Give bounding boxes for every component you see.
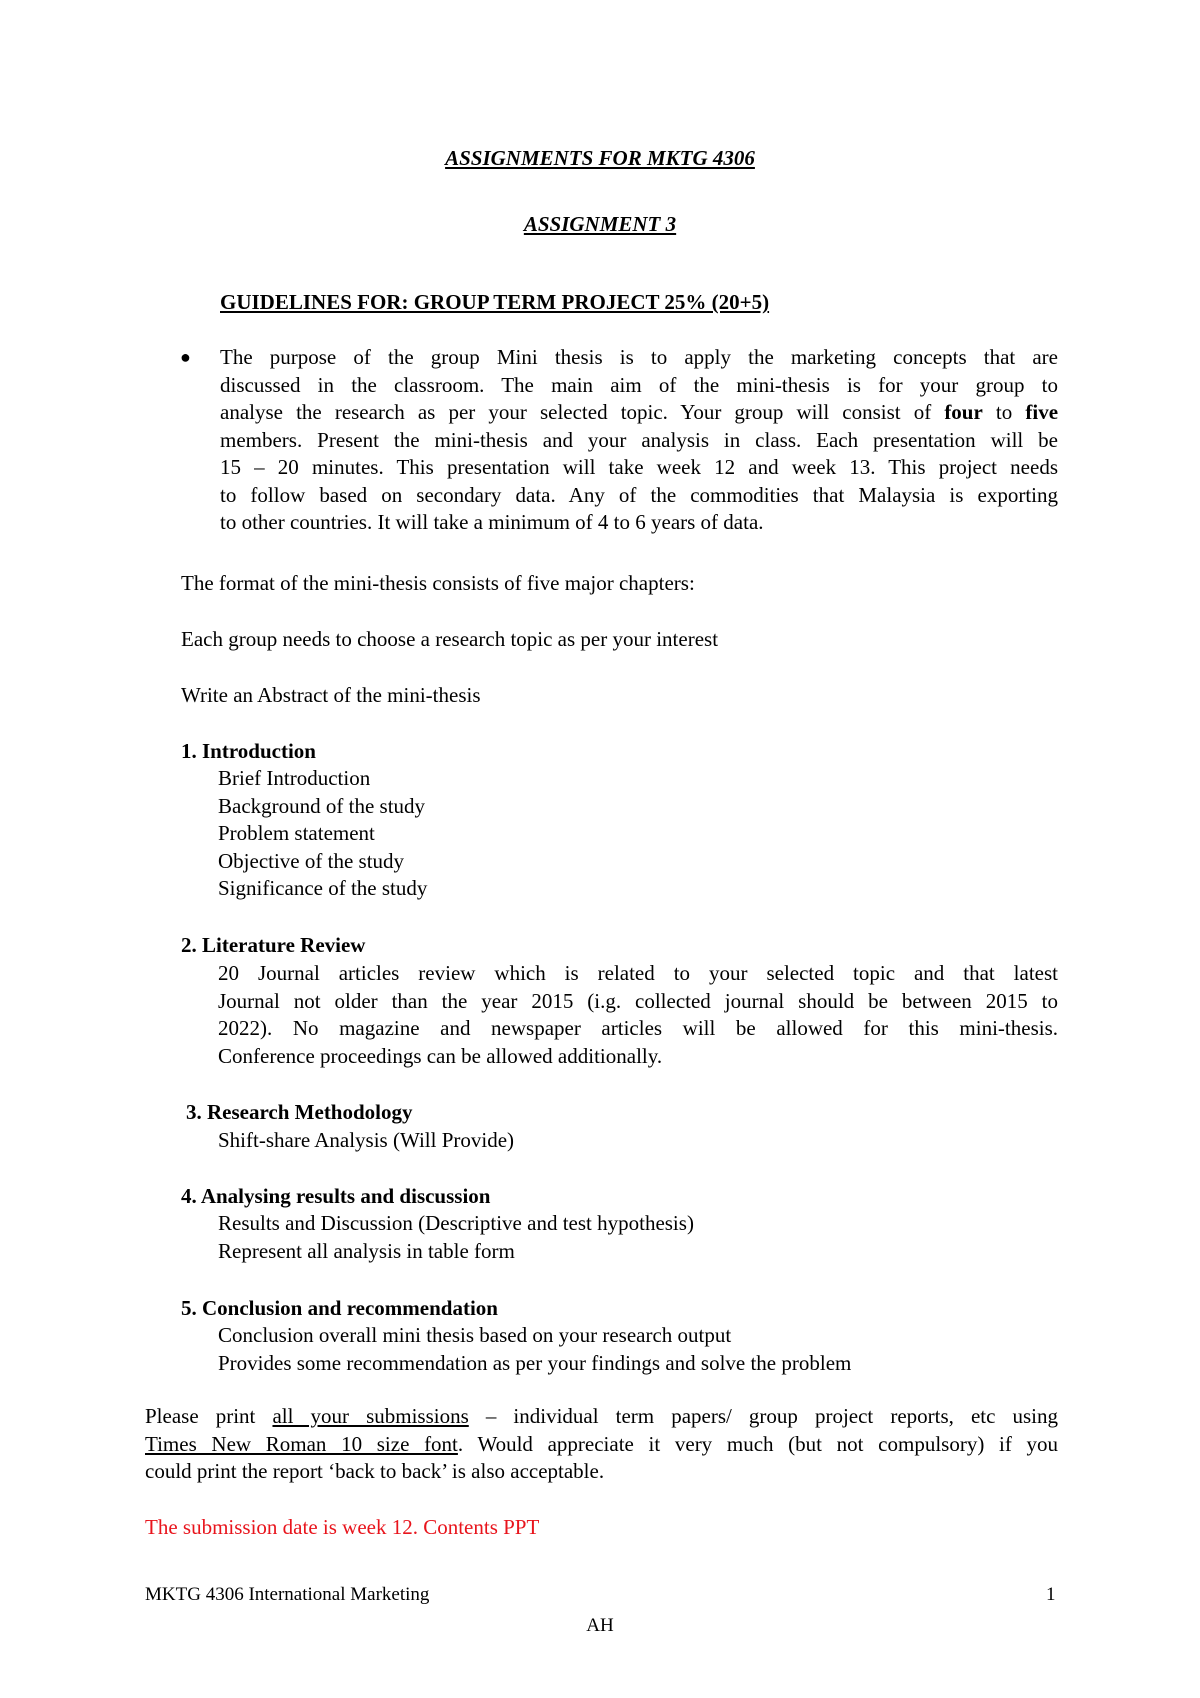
- print-note-paragraph: [145, 1403, 1058, 1486]
- list-item: Objective of the study: [218, 849, 405, 873]
- bold-four: four: [944, 400, 983, 424]
- purpose-text: [220, 344, 1058, 537]
- abstract-paragraph: Write an Abstract of the mini-thesis: [181, 683, 481, 707]
- submission-date-notice: The submission date is week 12. Contents PPT: [145, 1515, 540, 1539]
- document-title: ASSIGNMENTS FOR MKTG 4306: [445, 146, 755, 170]
- underlined-text: all your submissions: [272, 1404, 469, 1428]
- bullet-text-part: analyse the research as per your selected topic. Your group will consist of: [220, 400, 932, 424]
- topic-paragraph: Each group needs to choose a research topic as per your interest: [181, 627, 719, 651]
- bullet-line: discussed in the classroom. The main aim of the mini-thesis is for your group to: [220, 372, 1058, 397]
- paragraph-line: could print the report ‘back to back’ is also acceptable.: [145, 1459, 605, 1483]
- literature-paragraph: [218, 960, 1058, 1070]
- footer-page-number: 1: [1046, 1584, 1056, 1605]
- section-methodology-heading: 3. Research Methodology: [186, 1100, 413, 1124]
- paragraph-line: [145, 1403, 1058, 1431]
- section-conclusion-heading: 5. Conclusion and recommendation: [181, 1296, 498, 1320]
- guidelines-heading: GUIDELINES FOR: GROUP TERM PROJECT 25% (20+5): [220, 290, 770, 314]
- list-item: Shift-share Analysis (Will Provide): [218, 1128, 515, 1152]
- list-item: Significance of the study: [218, 876, 428, 900]
- list-item: Represent all analysis in table form: [218, 1239, 515, 1263]
- list-item: Background of the study: [218, 794, 426, 818]
- footer-initials: AH: [586, 1615, 614, 1636]
- underlined-text: Times New Roman 10 size font: [145, 1431, 458, 1456]
- bold-five: five: [1025, 400, 1059, 424]
- list-item: Provides some recommendation as per your findings and solve the problem: [218, 1351, 852, 1375]
- paragraph-line: Conference proceedings can be allowed additionally.: [218, 1043, 663, 1068]
- list-item: Conclusion overall mini thesis based on your research output: [218, 1323, 732, 1347]
- bullet-line: to other countries. It will take a minimum of 4 to 6 years of data.: [220, 510, 764, 534]
- note-text: . Would appreciate it very much (but not compulsory) if you: [457, 1431, 1059, 1456]
- paragraph-line: 2022). No magazine and newspaper articles will be allowed for this mini-thesis.: [218, 1016, 1058, 1040]
- assignment-number: ASSIGNMENT 3: [523, 212, 677, 236]
- note-text: – individual term papers/ group project reports, etc using: [485, 1404, 1059, 1428]
- paragraph-line: Journal not older than the year 2015 (i.g. collected journal should be between 2015 to: [218, 988, 1058, 1013]
- bullet-icon: ●: [180, 347, 191, 367]
- bullet-text-part: to: [995, 400, 1013, 424]
- list-item: Problem statement: [218, 821, 375, 845]
- list-item: Brief Introduction: [218, 766, 371, 790]
- bullet-line: members. Present the mini-thesis and your analysis in class. Each presentation will be: [220, 427, 1058, 452]
- footer-course-name: MKTG 4306 International Marketing: [145, 1584, 430, 1605]
- section-introduction-heading: 1. Introduction: [181, 739, 316, 763]
- bullet-line: 15 – 20 minutes. This presentation will take week 12 and week 13. This project needs: [220, 455, 1058, 479]
- format-paragraph: The format of the mini-thesis consists of five major chapters:: [181, 571, 695, 595]
- bullet-line: [220, 399, 1058, 427]
- bullet-line: to follow based on secondary data. Any of the commodities that Malaysia is exporting: [220, 482, 1058, 507]
- section-literature-heading: 2. Literature Review: [181, 933, 366, 957]
- paragraph-line: 20 Journal articles review which is related to your selected topic and that latest: [218, 961, 1058, 985]
- section-analysis-heading: 4. Analysing results and discussion: [181, 1184, 491, 1208]
- bullet-line: The purpose of the group Mini thesis is to apply the marketing concepts that are: [220, 345, 1058, 369]
- list-item: Results and Discussion (Descriptive and test hypothesis): [218, 1211, 694, 1235]
- paragraph-line: [145, 1431, 1058, 1459]
- note-text: Please print: [145, 1404, 256, 1428]
